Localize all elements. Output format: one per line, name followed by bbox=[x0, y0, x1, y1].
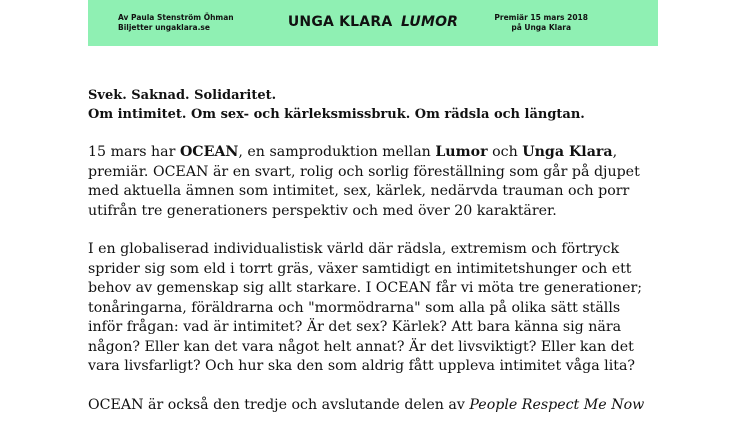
banner-author: Av Paula Stenström Öhman bbox=[118, 13, 234, 22]
paragraph-2-line-2: sprider sig som eld i torrt gräs, växer samtidigt en intimitetshunger och ett bbox=[88, 260, 632, 277]
header-banner bbox=[88, 0, 658, 46]
paragraph-2-line-6: någon? Eller kan det vara något helt annat? Är det livsviktigt? Eller kan det bbox=[88, 338, 634, 355]
paragraph-3 bbox=[88, 396, 658, 416]
text: , bbox=[612, 144, 618, 160]
paragraph-2-line-5: inför frågan: vad är intimitet? Är det sex? Kärlek? Att bara känna sig nära bbox=[88, 319, 622, 335]
paragraph-2 bbox=[88, 240, 658, 377]
lumor-bold: Lumor bbox=[435, 144, 488, 160]
paragraph-2-line-1: I en globaliserad individualistisk värld där rädsla, extremism och förtryck bbox=[88, 241, 620, 257]
intro-heading bbox=[88, 86, 658, 124]
paragraph-1-line-2: premiär. OCEAN är en svart, rolig och sorlig föreställning som går på djupet bbox=[88, 163, 640, 180]
paragraph-1-line-3: med aktuella ämnen som intimitet, sex, kärlek, nedärvda trauman och porr bbox=[88, 183, 630, 199]
paragraph-1-line-1 bbox=[88, 143, 658, 163]
paragraph-2-line-3: behov av gemenskap sig allt starkare. I OCEAN får vi möta tre generationer; bbox=[88, 280, 643, 296]
paragraph-2-line-7: vara livsfarligt? Och hur ska den som aldrig fått uppleva intimitet våga lita? bbox=[88, 358, 636, 374]
banner-premiere bbox=[494, 13, 588, 33]
paragraph-2-line-4: tonåringarna, föräldrarna och "mormödrarna" som alla på olika sätt ställs bbox=[88, 299, 621, 316]
banner-tickets: Biljetter ungaklara.se bbox=[118, 23, 210, 32]
document-body bbox=[88, 86, 658, 434]
text: , en samproduktion mellan bbox=[238, 144, 436, 160]
intro-line-1: Svek. Saknad. Solidaritet. bbox=[88, 88, 277, 103]
brand-unga-klara: UNGA KLARA bbox=[287, 14, 393, 30]
ocean-bold: OCEAN bbox=[179, 144, 239, 160]
paragraph-1-line-4: utifrån tre generationers perspektiv och med över 20 karaktärer. bbox=[88, 202, 557, 219]
intro-line-2: Om intimitet. Om sex- och kärleksmissbruk. Om rädsla och längtan. bbox=[88, 107, 585, 122]
unga-klara-bold: Unga Klara bbox=[522, 144, 613, 160]
text: och bbox=[487, 144, 523, 160]
banner-premiere-date: Premiär 15 mars 2018 bbox=[494, 13, 588, 22]
banner-premiere-venue: på Unga Klara bbox=[511, 23, 572, 32]
paragraph-1 bbox=[88, 143, 658, 221]
text: 15 mars har bbox=[88, 144, 180, 160]
paragraph-3-line-1 bbox=[88, 396, 658, 416]
text: OCEAN är också den tredje och avslutande delen av bbox=[88, 396, 470, 413]
people-respect-me-now-title: People Respect Me Now bbox=[469, 396, 645, 413]
brand-lumor-logo: LUMOR bbox=[401, 14, 459, 30]
